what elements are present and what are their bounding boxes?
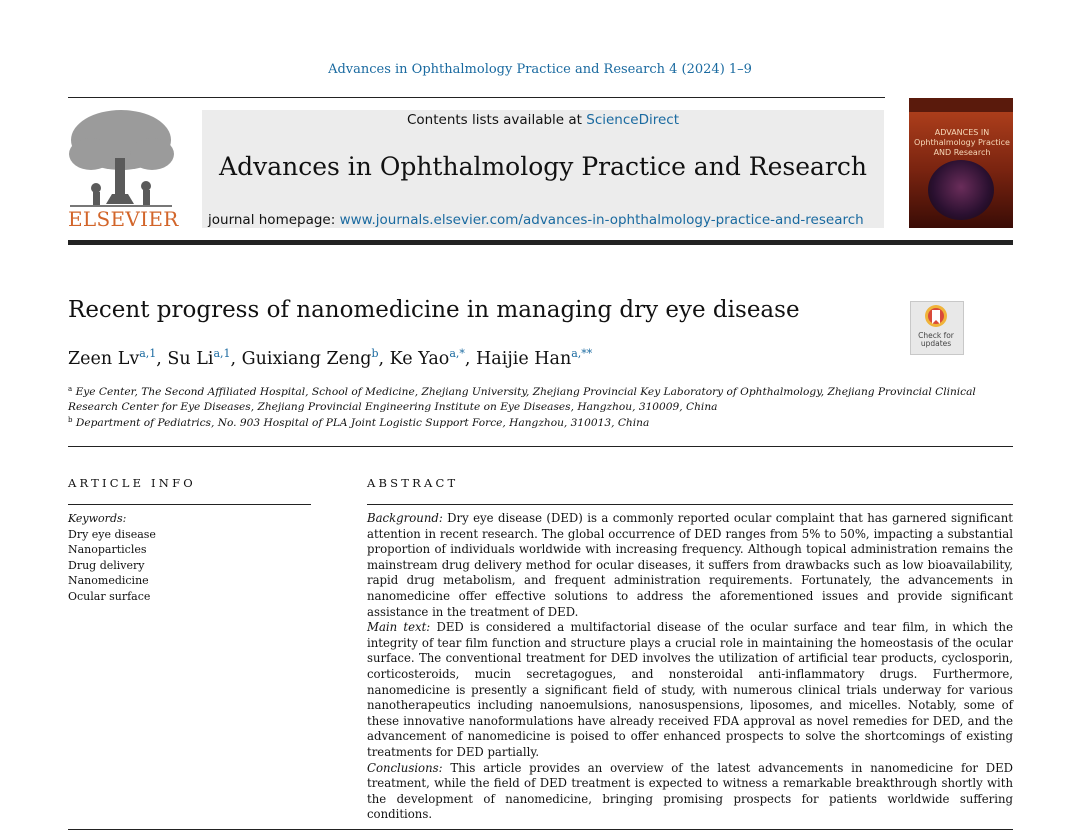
keyword: Nanoparticles [68,543,147,556]
sciencedirect-link[interactable]: ScienceDirect [586,112,680,128]
abstract-rule [367,504,1013,505]
abstract-text [367,511,1013,823]
header-bottom-rule [68,240,1013,245]
abstract-heading: ABSTRACT [367,476,459,490]
keyword: Nanomedicine [68,574,149,587]
author[interactable]: Ke Yao$^{a,*}$ [389,347,465,369]
author[interactable]: Guixiang Zeng$^b$ [241,347,379,369]
journal-reference[interactable]: Advances in Ophthalmology Practice and Research 4 (2024) 1–9 [328,62,752,77]
homepage-link[interactable]: www.journals.elsevier.com/advances-in-ophthalmology-practice-and-research [339,212,864,228]
cover-header-strip [909,98,1013,112]
footer-rule [68,829,1013,830]
check-for-updates-label: Check for updates [918,331,954,348]
header-top-rule [68,97,885,98]
journal-title: Advances in Ophthalmology Practice and Research [219,152,867,181]
author[interactable]: Zeen Lv$^{a,1}$ [68,347,157,369]
author[interactable]: Su Li$^{a,1}$ [167,347,231,369]
cover-title: ADVANCES IN Ophthalmology Practice AND Research [914,128,1010,157]
keyword: Ocular surface [68,589,151,603]
journal-homepage [208,212,864,228]
elsevier-wordmark: ELSEVIER [68,207,179,231]
contents-prefix: Contents lists available at [406,112,587,128]
abstract-main-text: Main text: DED is considered a multifactorial disease of the ocular surface and tear film, in which the integrity of tear film function and structure plays a crucial role in maintaining the homeostasis of the ocular surface. The conventional treatment for DED involves the utilization of artificial tear products, cyclosporin, corticosteroids, mucin secretagogues, and nonsteroidal anti-inflammatory drugs. Furthermore, nanomedicine is presently a significant field of study, with numerous clinical trials underway for various nanotherapeutics including nanoemulsions, nanosuspensions, liposomes, and micelles. Notably, some of these innovative nanoformulations have already received FDA approval as novel remedies for DED, and the advancement of nanomedicine is poised to offer enhanced prospects to solve the shortcomings of existing treatments for DED partially. [367,620,1014,759]
keywords-label: Keywords: [68,512,127,525]
article-title: Recent progress of nanomedicine in managing dry eye disease [68,297,800,323]
abstract-background: Background: Dry eye disease (DED) is a commonly reported ocular complaint that has garnered significant attention in recent research. The global occurrence of DED ranges from 5% to 50%, impacting a substantial proportion of individuals worldwide with increasing frequency. Although topical administration remains the mainstream drug delivery method for ocular diseases, it suffers from drawbacks such as low bioavailability, rapid drug metabolism, and frequent administration requirements. Fortunately, the advancements in nanomedicine offer effective solutions to address the aforementioned issues and provide significant assistance in the treatment of DED. [367,511,1013,619]
affiliation-rule [68,446,1013,447]
homepage-prefix: journal homepage: [208,212,340,228]
keyword: Drug delivery [68,558,145,572]
affiliation-b: $^b$ Department of Pediatrics, No. 903 Hospital of PLA Joint Logistic Support Force, Hangzhou, 310013, China [68,416,650,429]
contents-line [202,112,884,128]
article-info-heading: ARTICLE INFO [68,476,196,490]
article-info-rule [68,504,311,505]
affiliation-a: $^a$ Eye Center, The Second Affiliated Hospital, School of Medicine, Zhejiang University, Zhejiang Provincial Key Laboratory of Ophthalmology, Zhejiang Provincial Clinical [68,385,976,398]
bookmark-icon [924,304,948,332]
cover-eye-image [928,160,994,220]
author[interactable]: Haijie Han$^{a,**}$ [476,347,593,369]
author-list: Zeen Lv$^{a,1}$, Su Li$^{a,1}$, Guixiang Zeng$^b$, Ke Yao$^{a,*}$, Haijie Han$^{a,**}$ [68,347,593,369]
abstract-conclusions: Conclusions: This article provides an overview of the latest advancements in nanomedicine for DED treatment, while the field of DED treatment is expected to witness a remarkable breakthrough shortly with the development of nanomedicine, bringing promising prospects for patients worldwide suffering conditions. [367,760,1013,822]
keywords-block [68,511,156,604]
affiliation-a-cont: Research Center for Eye Diseases, Zhejiang Provincial Engineering Institute on Eye Diseases, Hangzhou, 310009, China [68,401,718,413]
keyword: Dry eye disease [68,527,156,541]
